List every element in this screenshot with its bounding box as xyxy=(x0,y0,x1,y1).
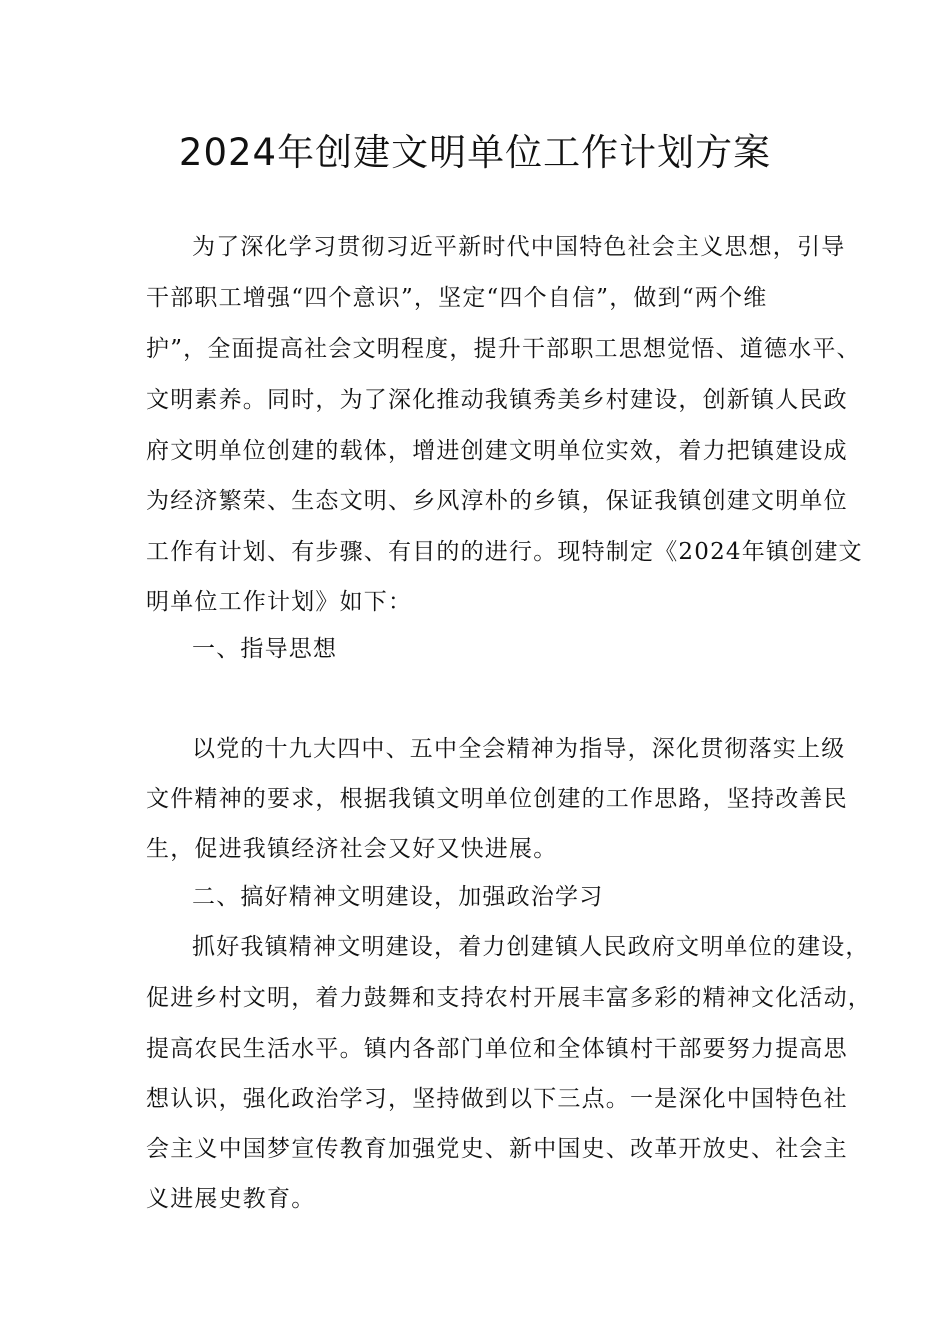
section2-line: 抓好我镇精神文明建设，着力创建镇人民政府文明单位的建设， xyxy=(192,934,870,960)
section2-line: 想认识，强化政治学习，坚持做到以下三点。一是深化中国特色社 xyxy=(146,1086,848,1112)
intro-line: 干部职工增强“四个意识”，坚定“四个自信”，做到“两个维 xyxy=(146,285,768,311)
section1-line: 文件精神的要求，根据我镇文明单位创建的工作思路，坚持改善民 xyxy=(146,786,848,812)
section-heading-guiding-thought: 一、指导思想 xyxy=(192,636,338,662)
section2-line: 会主义中国梦宣传教育加强党史、新中国史、改革开放史、社会主 xyxy=(146,1136,848,1162)
intro-line: 文明素养。同时，为了深化推动我镇秀美乡村建设，创新镇人民政 xyxy=(146,387,848,413)
section2-line: 提高农民生活水平。镇内各部门单位和全体镇村干部要努力提高思 xyxy=(146,1036,848,1062)
section1-line: 以党的十九大四中、五中全会精神为指导，深化贯彻落实上级 xyxy=(192,736,846,762)
section2-line: 促进乡村文明，着力鼓舞和支持农村开展丰富多彩的精神文化活动， xyxy=(146,985,872,1011)
section2-line: 义进展史教育。 xyxy=(146,1186,316,1212)
document-title: 2024年创建文明单位工作计划方案 xyxy=(178,131,772,174)
intro-line: 明单位工作计划》如下： xyxy=(146,589,413,615)
section1-line: 生，促进我镇经济社会又好又快进展。 xyxy=(146,836,558,862)
intro-line: 为了深化学习贯彻习近平新时代中国特色社会主义思想，引导 xyxy=(192,234,846,260)
intro-line: 为经济繁荣、生态文明、乡风淳朴的乡镇，保证我镇创建文明单位 xyxy=(146,488,848,514)
intro-line: 府文明单位创建的载体，增进创建文明单位实效，着力把镇建设成 xyxy=(146,438,848,464)
intro-line: 工作有计划、有步骤、有目的的进行。现特制定《2024年镇创建文 xyxy=(146,539,863,565)
section-heading-spiritual-civilization: 二、搞好精神文明建设，加强政治学习 xyxy=(192,884,604,910)
intro-line: 护”，全面提高社会文明程度，提升干部职工思想觉悟、道德水平、 xyxy=(146,336,861,362)
